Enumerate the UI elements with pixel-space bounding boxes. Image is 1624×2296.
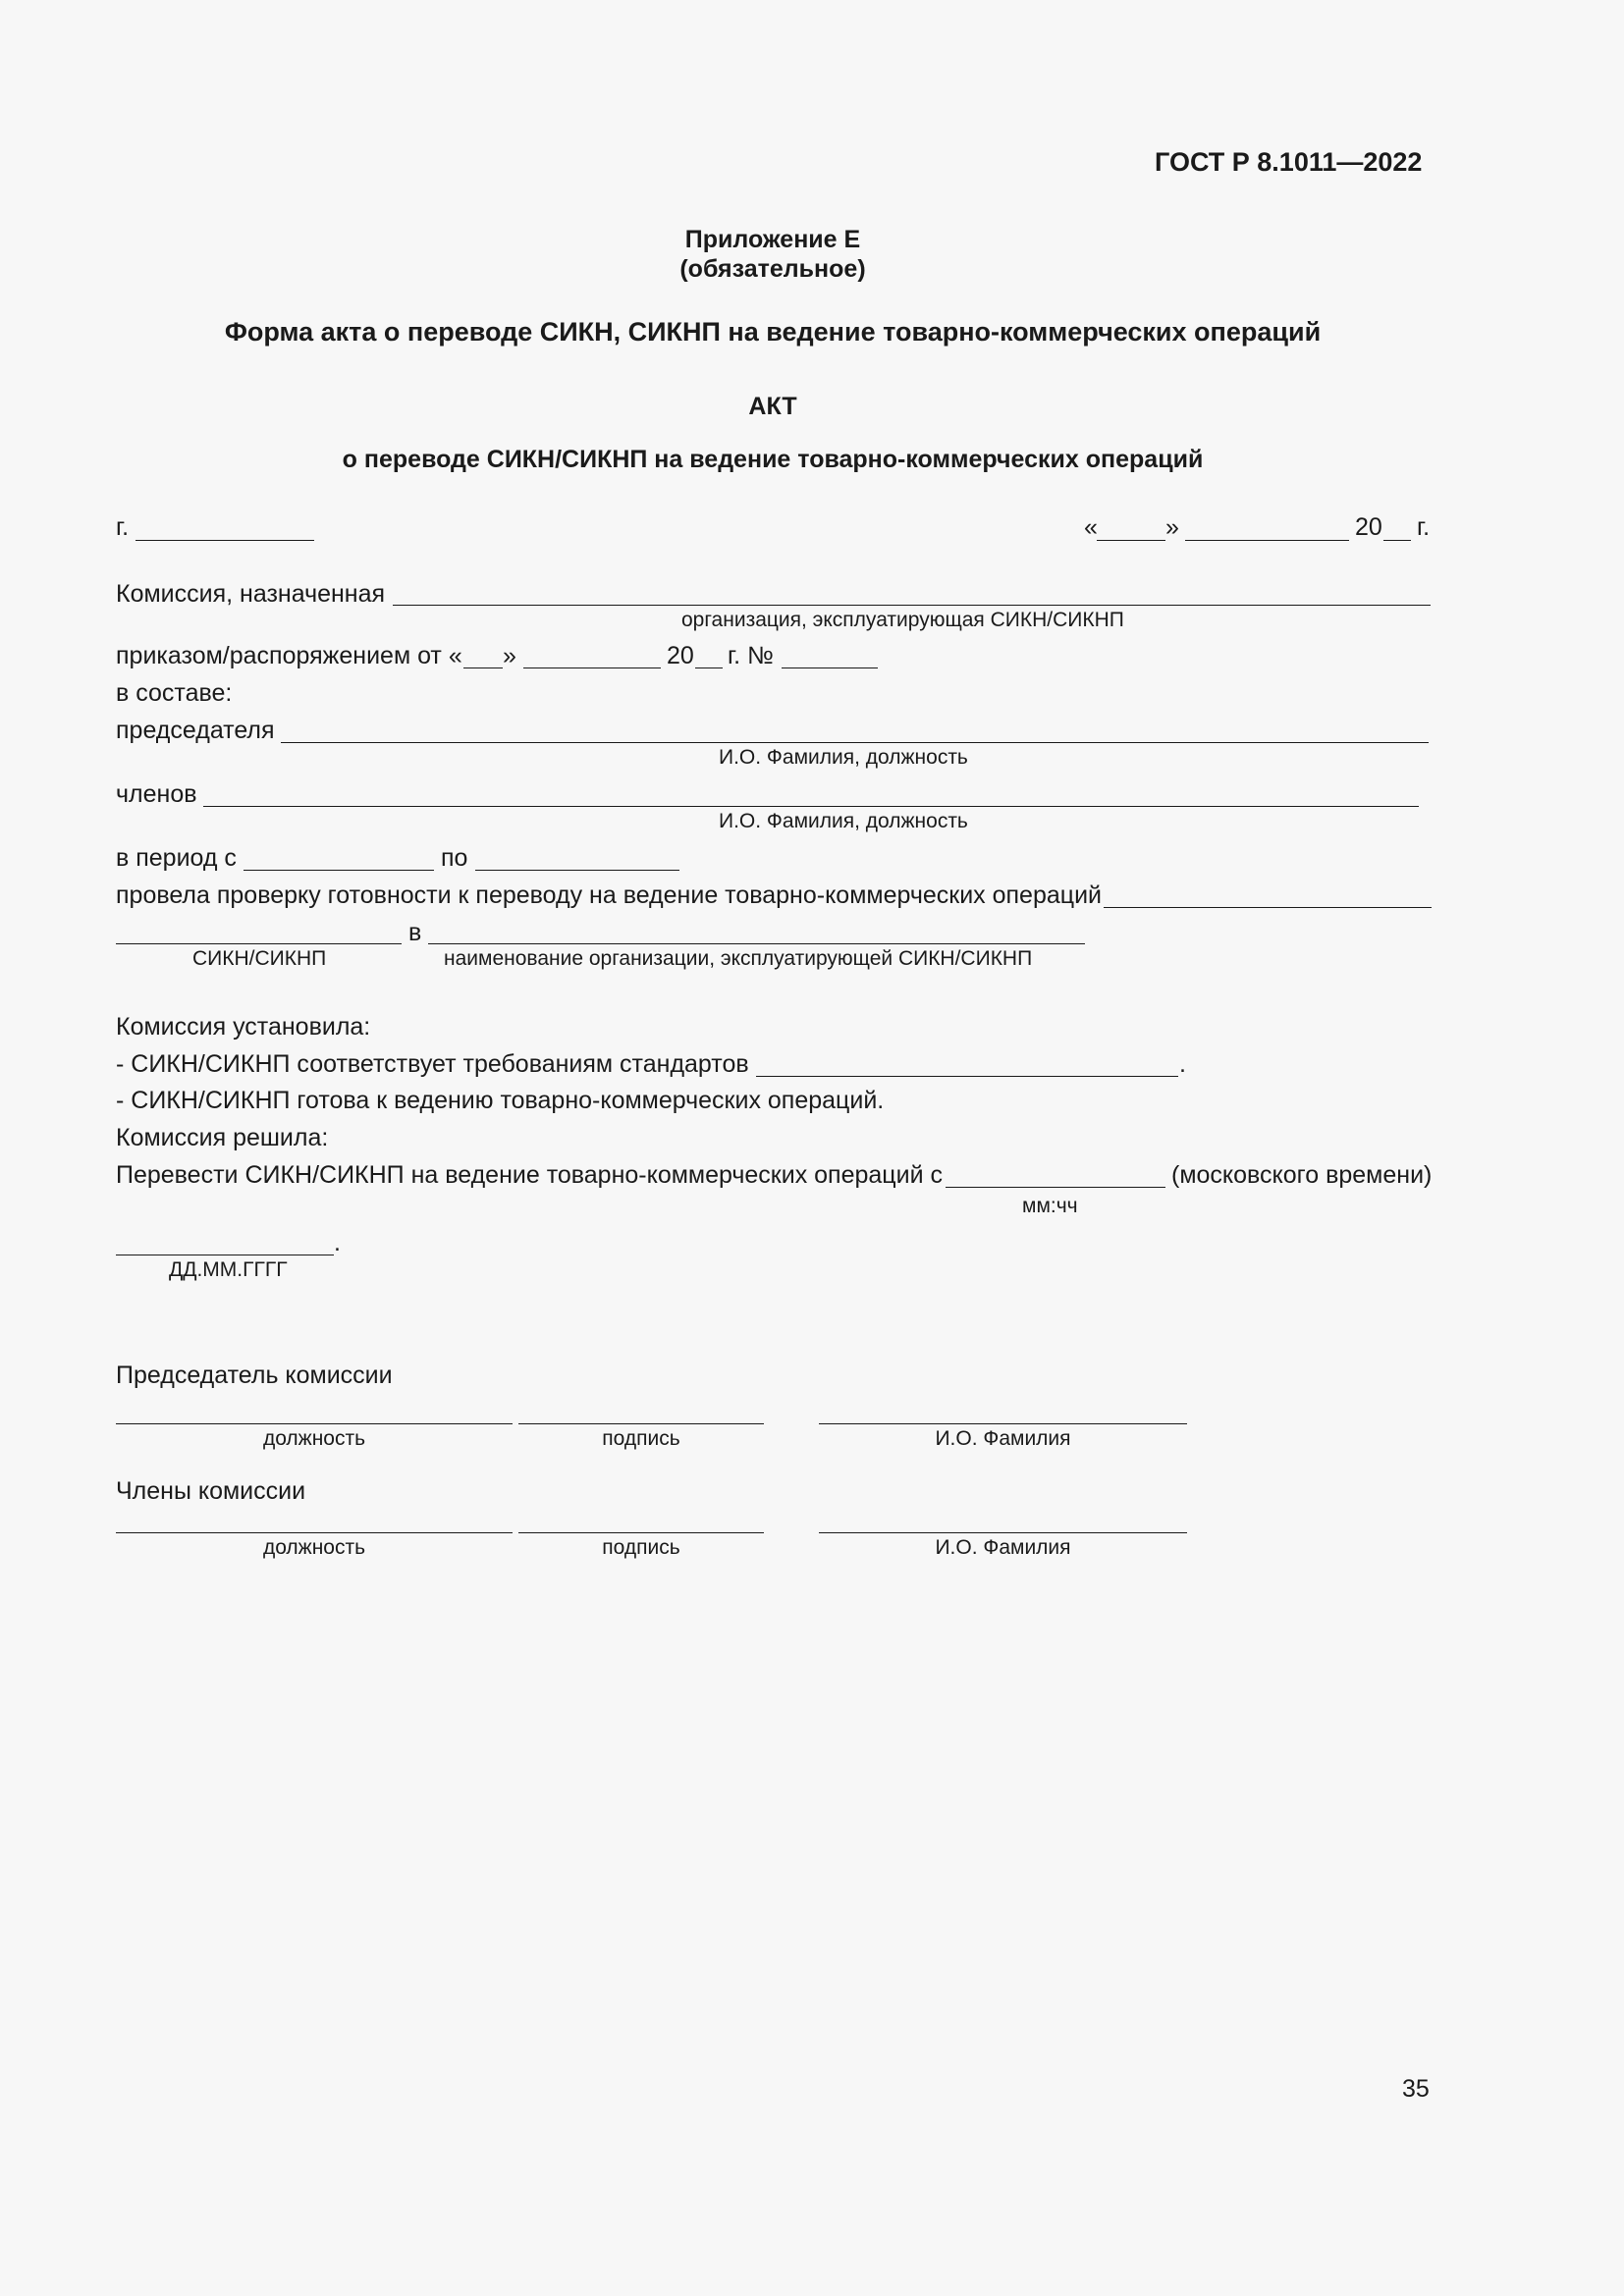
- chairman-position-field[interactable]: [116, 1423, 513, 1424]
- act-subtitle: о переводе СИКН/СИКНП на ведение товарно-коммерческих операций: [342, 446, 1204, 473]
- finding-standards-period: .: [1179, 1050, 1186, 1078]
- order-year-field[interactable]: [695, 667, 723, 668]
- form-title: Форма акта о переводе СИКН, СИКНП на ведение товарно-коммерческих операций: [224, 317, 1322, 347]
- chairman-name-field[interactable]: [819, 1423, 1187, 1424]
- order-from-label: приказом/распоряжением от «: [116, 642, 462, 669]
- chairman-label: председателя: [116, 717, 275, 744]
- chairman-name-caption: И.О. Фамилия: [935, 1427, 1071, 1450]
- document-code: ГОСТ Р 8.1011—2022: [1155, 147, 1423, 177]
- composition-label: в составе:: [116, 679, 233, 707]
- transfer-time-field[interactable]: [946, 1187, 1165, 1188]
- order-number-label: г. №: [728, 642, 774, 669]
- period-from-field[interactable]: [244, 870, 434, 871]
- members-caption: И.О. Фамилия, должность: [719, 810, 968, 832]
- moscow-time-label: (московского времени): [1171, 1161, 1433, 1189]
- transfer-text: Перевести СИКН/СИКНП на ведение товарно-коммерческих операций с: [116, 1161, 944, 1189]
- members-label: членов: [116, 780, 197, 808]
- appendix-status: (обязательное): [679, 255, 866, 283]
- member-position-field[interactable]: [116, 1532, 513, 1533]
- order-number-field[interactable]: [782, 667, 878, 668]
- commission-appointed-label: Комиссия, назначенная: [116, 580, 386, 608]
- standards-field[interactable]: [756, 1076, 1178, 1077]
- order-quote-close: »: [503, 642, 516, 669]
- order-month-field[interactable]: [523, 667, 661, 668]
- finding-standards: - СИКН/СИКНП соответствует требованиям стандартов: [116, 1050, 749, 1078]
- period-to-field[interactable]: [475, 870, 679, 871]
- year-prefix: 20: [1355, 513, 1382, 541]
- period-from-label: в период с: [116, 844, 237, 872]
- chairman-field[interactable]: [281, 742, 1429, 743]
- city-field[interactable]: [135, 540, 314, 541]
- member-name-field[interactable]: [819, 1532, 1187, 1533]
- check-object-field[interactable]: [1104, 907, 1432, 908]
- time-caption: мм:чч: [1022, 1195, 1078, 1217]
- member-signature-caption: подпись: [602, 1536, 680, 1559]
- day-field[interactable]: [1097, 540, 1165, 541]
- chairman-caption: И.О. Фамилия, должность: [719, 746, 968, 769]
- sikn-caption: СИКН/СИКНП: [192, 947, 327, 970]
- order-day-field[interactable]: [463, 667, 503, 668]
- operating-organization-caption: наименование организации, эксплуатирующей СИКН/СИКНП: [444, 947, 1033, 970]
- period-to-label: по: [441, 844, 468, 872]
- appendix-title: Приложение Е: [684, 226, 861, 253]
- chairman-position-caption: должность: [262, 1427, 366, 1450]
- commission-decided: Комиссия решила:: [116, 1124, 329, 1151]
- date-quote-open: «: [1084, 513, 1098, 541]
- month-field[interactable]: [1185, 540, 1349, 541]
- members-signature-title: Члены комиссии: [116, 1477, 306, 1505]
- page-number: 35: [1402, 2075, 1430, 2103]
- year-field[interactable]: [1383, 540, 1411, 541]
- chairman-signature-caption: подпись: [602, 1427, 680, 1450]
- sikn-field[interactable]: [116, 943, 402, 944]
- transfer-date-period: .: [334, 1229, 341, 1256]
- organization-caption: организация, эксплуатирующая СИКН/СИКНП: [681, 609, 1124, 631]
- check-text: провела проверку готовности к переводу на ведение товарно-коммерческих операций: [116, 881, 1103, 909]
- act-title: АКТ: [748, 393, 797, 420]
- date-quote-close: »: [1165, 513, 1179, 541]
- chairman-signature-title: Председатель комиссии: [116, 1362, 393, 1389]
- year-suffix: г.: [1417, 513, 1431, 541]
- member-position-caption: должность: [262, 1536, 366, 1559]
- in-label: в: [408, 919, 422, 946]
- operating-organization-field[interactable]: [428, 943, 1085, 944]
- city-label: г.: [116, 513, 130, 541]
- date-caption: ДД.ММ.ГГГГ: [169, 1258, 288, 1281]
- organization-field[interactable]: [393, 605, 1431, 606]
- commission-established: Комиссия установила:: [116, 1013, 371, 1041]
- finding-ready: - СИКН/СИКНП готова к ведению товарно-коммерческих операций.: [116, 1087, 885, 1114]
- chairman-signature-field[interactable]: [518, 1423, 764, 1424]
- member-name-caption: И.О. Фамилия: [935, 1536, 1071, 1559]
- order-year-prefix: 20: [667, 642, 694, 669]
- member-signature-field[interactable]: [518, 1532, 764, 1533]
- members-field[interactable]: [203, 806, 1419, 807]
